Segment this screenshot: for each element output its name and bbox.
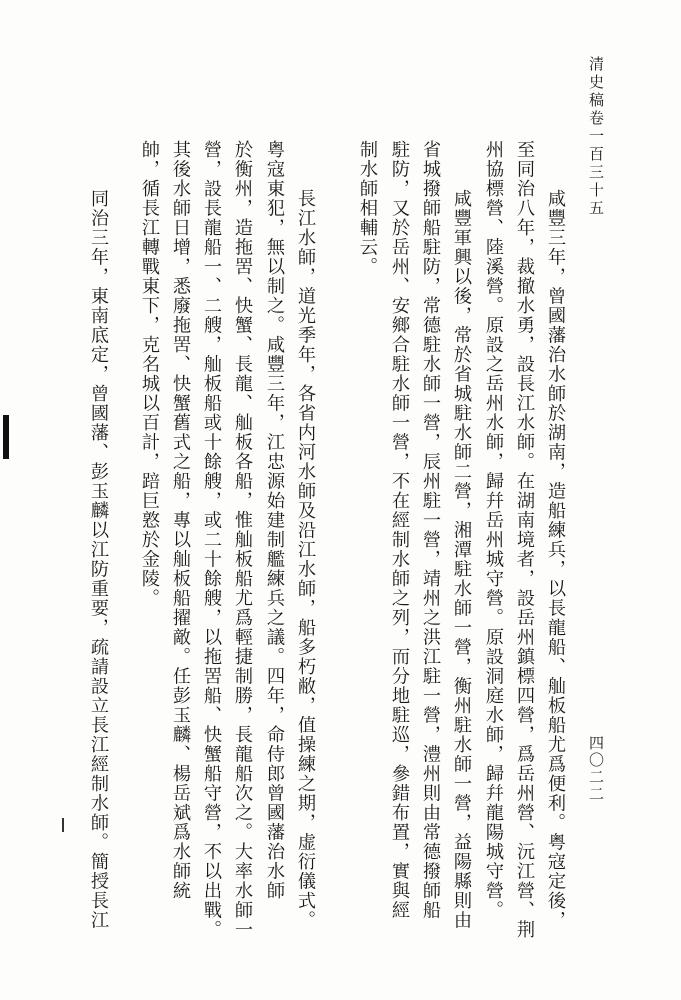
text-column: 咸豐軍興以後，常於省城駐水師二營，湘潭駐水師一營，衡州駐水師一營，益陽縣則由 bbox=[451, 189, 472, 930]
text-column: 咸豐三年，曾國藩治水師於湖南，造船練兵，以長龍船、舢板船尤爲便利。粤寇定後， bbox=[545, 189, 566, 930]
text-column: 制水師相輔云。 bbox=[357, 140, 378, 277]
text-column: 於衡州，造拖罟、快蟹、長龍、舢板各船，惟舢板船尤爲輕捷制勝，長龍船次之。大率水師一 bbox=[232, 140, 253, 940]
text-column: 駐防，又於岳州、安鄉合駐水師一營，不在經制水師之列，而分地駐巡，參錯布置，實與經 bbox=[389, 140, 410, 920]
text-column: 州協標營、陸溪營。原設之岳州水師，歸幷岳州城守營。原設洞庭水師，歸幷龍陽城守營。 bbox=[483, 140, 504, 920]
text-column: 長江水師，道光季年，各省内河水師及沿江水師，船多朽敝，值操練之期，虚衍儀式。 bbox=[295, 189, 316, 930]
text-column: 至同治八年，裁撤水勇，設長江水師。在湖南境者，設岳州鎮標四營，爲岳州營、沅江營、荆 bbox=[514, 140, 535, 940]
text-column: 省城撥師船駐防，常德駐水師一營，辰州駐一營，靖州之洪江駐一營，澧州則由常德撥師船 bbox=[420, 140, 441, 920]
margin-tick-mark bbox=[62, 818, 64, 832]
text-column: 粤寇東犯，無以制之。咸豐三年，江忠源始建制艦練兵之議。四年，命侍郎曾國藩治水師 bbox=[264, 140, 285, 901]
text-column: 其後水師日增，悉廢拖罟、快蟹舊式之船，專以舢板船擢敵。任彭玉麟、楊岳斌爲水師統 bbox=[170, 140, 191, 901]
binding-edge-mark bbox=[3, 415, 9, 459]
text-column: 同治三年，東南底定，曾國藩、彭玉麟以江防重要，疏請設立長江經制水師。簡授長江 bbox=[88, 189, 109, 930]
text-column: 帥，循長江轉戰東下，克名城以百計，踣巨憝於金陵。 bbox=[139, 140, 160, 608]
page-number: 四〇二二 bbox=[587, 735, 605, 803]
text-column: 營，設長龍船一、二艘，舢板船或十餘艘，或二十餘艘，以拖罟船、快蟹船守營，不以出戰。 bbox=[201, 140, 222, 940]
running-head-title: 清史稿卷一百三十五 bbox=[587, 56, 605, 218]
